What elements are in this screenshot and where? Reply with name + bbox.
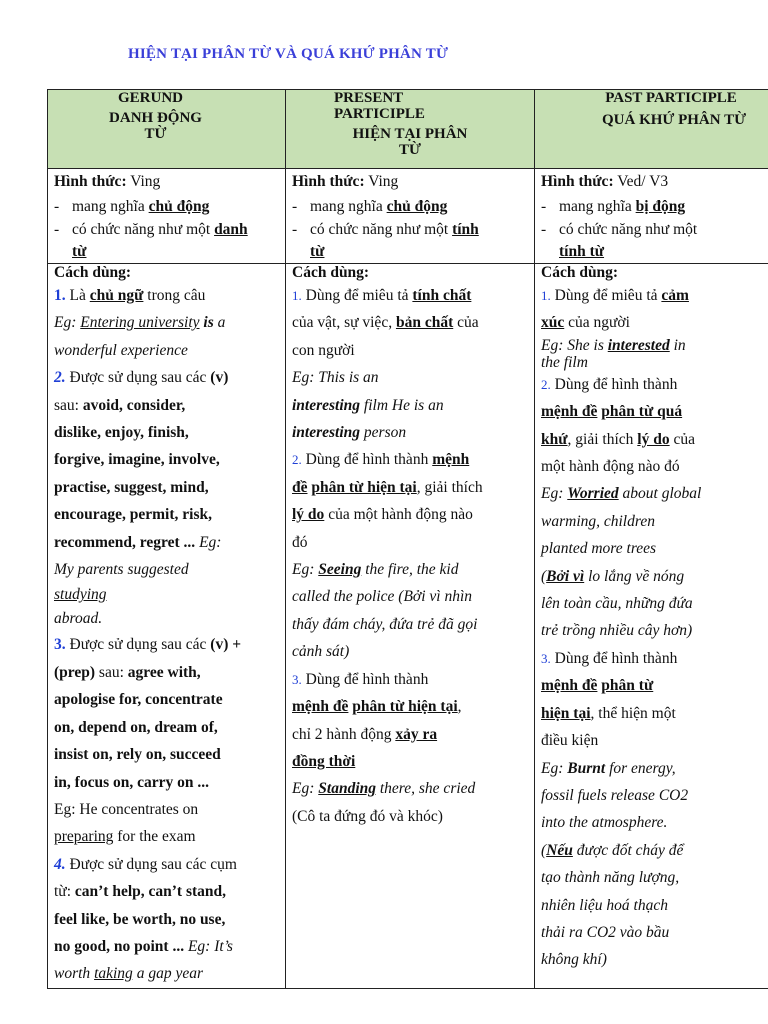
header-present-en1: PRESENT xyxy=(334,90,404,106)
page-title: HIỆN TẠI PHÂN TỪ VÀ QUÁ KHỨ PHÂN TỪ xyxy=(128,46,449,62)
list-item: - mang nghĩa chủ động xyxy=(54,194,280,219)
header-gerund-en: GERUND xyxy=(117,90,183,106)
form-row xyxy=(48,169,768,264)
header-past-en: PAST PARTICIPLE xyxy=(605,90,737,106)
form-label: Hình thức: xyxy=(541,173,614,190)
usage-label: Cách dùng: xyxy=(541,264,619,281)
form-value: Ving xyxy=(126,173,161,190)
list-item: - có chức năng như một tính từ xyxy=(292,219,529,263)
usage-past: Cách dùng: 1. Dùng để miêu tả cảm xúc của người Eg: She is interested in the film 2. Dùng để hình thành mệnh đề phân từ quá khứ, giải thích lý do của một hành động nào đó Eg: Worried about global warming, children planted more trees (Bởi vì lo lắng về nóng lên toàn cầu, những đứa trẻ trồng nhiều cây hơn) 3. Dùng để hình thành mệnh đề phân từ hiện tại, thể hiện một điều kiện Eg: Burnt for energy, fossil fuels release CO2 into the atmosphere. (Nếu được đốt cháy để tạo thành năng lượng, nhiên liệu hoá thạch thải ra CO2 vào bầu không khí) xyxy=(535,264,768,989)
header-past-vi: QUÁ KHỨ PHÂN TỪ xyxy=(601,112,747,128)
usage-gerund: Cách dùng: 1. Là chủ ngữ trong câu Eg: Entering university is a wonderful experience 2. Được sử dụng sau các (v) sau: avoid, consider, dislike, enjoy, finish, forgive, imagine, involve, practise, suggest, mind, encourage, permit, risk, recommend, regret ... Eg: My parents suggested studying abroad. 3. Được sử dụng sau các (v) + (prep) sau: agree with, apologise for, concentrate on, depend on, dream of, insist on, rely on, succeed in, focus on, carry on ... Eg: He concentrates on preparing for the exam 4. Được sử dụng sau các cụm từ: can’t help, can’t stand, feel like, be worth, no use, no good, no point ... Eg: It’s worth taking a gap year xyxy=(48,264,286,989)
header-gerund-vi1: DANH ĐỘNG xyxy=(109,110,202,126)
header-row xyxy=(48,90,768,169)
form-past xyxy=(535,169,768,264)
list-item: - mang nghĩa bị động xyxy=(541,194,768,219)
participle-table xyxy=(47,89,768,989)
form-label: Hình thức: xyxy=(292,173,365,190)
form-present xyxy=(286,169,535,264)
form-value: Ved/ V3 xyxy=(613,173,669,190)
header-gerund-vi2: TỪ xyxy=(144,126,167,142)
list-item: - mang nghĩa chủ động xyxy=(292,194,529,219)
header-past xyxy=(535,90,768,169)
form-gerund xyxy=(48,169,286,264)
usage-present: Cách dùng: 1. Dùng để miêu tả tính chất của vật, sự việc, bản chất của con người Eg: This is an interesting film He is an interesting person 2. Dùng để hình thành mệnh đề phân từ hiện tại, giải thích lý do của một hành động nào đó Eg: Seeing the fire, the kid called the police (Bởi vì nhìn thấy đám cháy, đứa trẻ đã gọi cảnh sát) 3. Dùng để hình thành mệnh đề phân từ hiện tại, chỉ 2 hành động xảy ra đồng thời Eg: Standing there, she cried (Cô ta đứng đó và khóc) xyxy=(286,264,535,989)
usage-label: Cách dùng: xyxy=(54,264,132,281)
list-item: - có chức năng như một danh từ xyxy=(54,219,280,263)
header-gerund xyxy=(48,90,286,169)
form-label: Hình thức: xyxy=(54,173,127,190)
header-present-en2: PARTICIPLE xyxy=(334,106,425,122)
header-present-vi1: HIỆN TẠI PHÂN xyxy=(352,126,468,142)
header-present-vi2: TỪ xyxy=(399,142,421,158)
usage-row xyxy=(48,264,768,989)
list-item: - có chức năng như một tính từ xyxy=(541,219,768,263)
usage-label: Cách dùng: xyxy=(292,264,370,281)
header-present xyxy=(286,90,535,169)
form-value: Ving xyxy=(364,173,399,190)
